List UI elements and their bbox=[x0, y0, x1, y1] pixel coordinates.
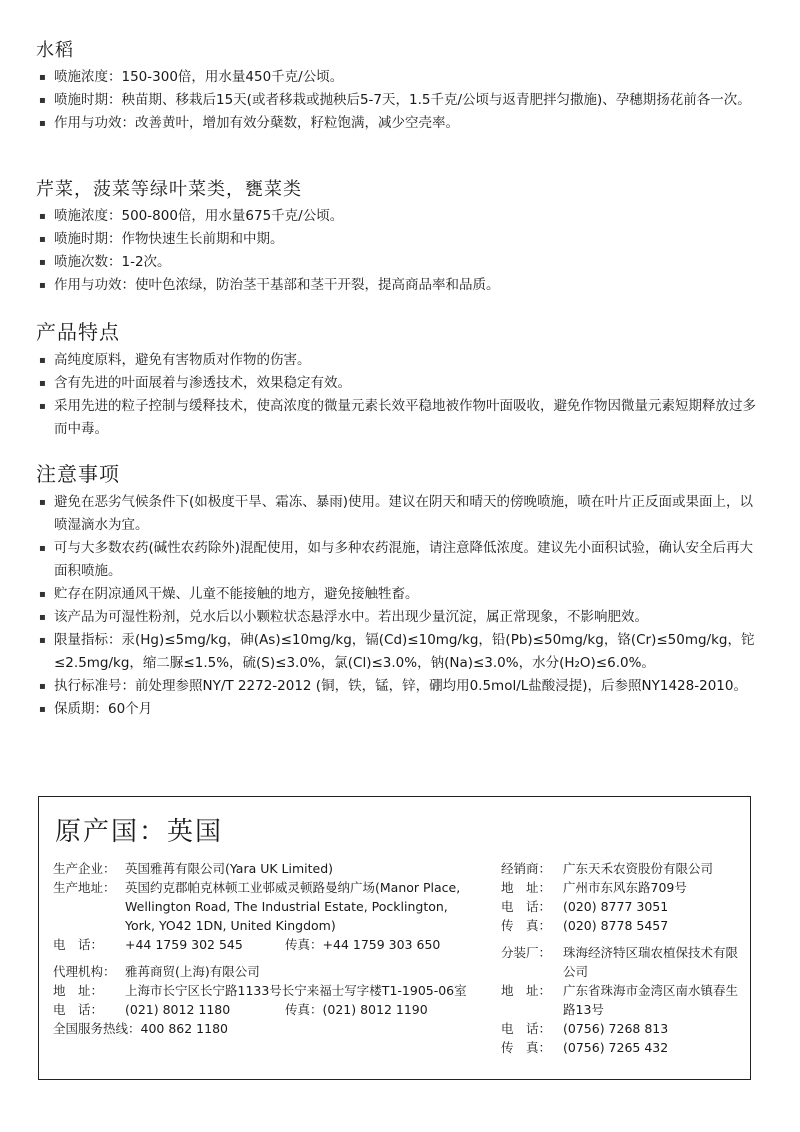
packer-tel-label: 电 话： bbox=[501, 1021, 552, 1036]
dealer-tel-row bbox=[501, 897, 741, 916]
packer-row bbox=[501, 943, 741, 981]
agent-address-label: 地 址： bbox=[53, 983, 104, 998]
agent-address-value: 上海市长宁区长宁路1133号长宁来福士写字楼T1-1905-06室 bbox=[125, 983, 467, 998]
agent-label: 代理机构： bbox=[53, 964, 116, 979]
bullet-icon: ▪ bbox=[39, 704, 46, 715]
bullet-icon: ▪ bbox=[39, 211, 46, 222]
fax-label: 传真： bbox=[285, 937, 323, 952]
veg-list bbox=[36, 205, 766, 297]
bullet-icon: ▪ bbox=[39, 401, 46, 412]
producer-row bbox=[53, 859, 473, 878]
agent-fax-label: 传真： bbox=[285, 1002, 323, 1017]
bullet-icon: ▪ bbox=[39, 497, 46, 508]
packer-fax-row bbox=[501, 1038, 741, 1057]
dealer-tel-label: 电 话： bbox=[501, 899, 552, 914]
list-item: ▪ 保质期：60个月 bbox=[36, 698, 766, 721]
packer-label: 分装厂： bbox=[501, 945, 552, 960]
agent-tel-fax-row bbox=[53, 1000, 473, 1019]
dealer-address-value: 广州市东风东路709号 bbox=[563, 880, 687, 895]
packer-fax-label: 传 真： bbox=[501, 1040, 552, 1055]
list-item: ▪ 喷施浓度：500-800倍，用水量675千克/公顷。 bbox=[36, 205, 766, 228]
address-row bbox=[53, 878, 473, 935]
list-item: ▪ 喷施时期：作物快速生长前期和中期。 bbox=[36, 228, 766, 251]
section-rice bbox=[36, 36, 766, 135]
section-title-features: 产品特点 bbox=[36, 320, 120, 344]
dealer-address-label: 地 址： bbox=[501, 880, 552, 895]
list-item: ▪ 喷施次数：1-2次。 bbox=[36, 251, 766, 274]
agent-tel-label: 电 话： bbox=[53, 1002, 104, 1017]
bullet-icon: ▪ bbox=[39, 355, 46, 366]
section-features bbox=[36, 316, 766, 441]
dealer-value: 广东天禾农资股份有限公司 bbox=[563, 861, 714, 876]
hotline-value: 400 862 1180 bbox=[140, 1021, 228, 1036]
list-item: ▪ 可与大多数农药(碱性农药除外)混配使用，如与多种农药混施，请注意降低浓度。建议先小面积试验，确认安全后再大面积喷施。 bbox=[36, 537, 766, 583]
list-item: ▪ 该产品为可湿性粉剂，兑水后以小颗粒状态悬浮水中。若出现少量沉淀，属正常现象，不影响肥效。 bbox=[36, 606, 766, 629]
distributor-info bbox=[501, 859, 741, 1057]
dealer-row bbox=[501, 859, 741, 878]
tel-label: 电 话： bbox=[53, 937, 104, 952]
bullet-icon: ▪ bbox=[39, 543, 46, 554]
bullet-icon: ▪ bbox=[39, 118, 46, 129]
address-value: 英国约克郡帕克林顿工业邨威灵顿路曼纳广场(Manor Place, Wellington Road, The Industrial Estate, Pocklington, York, YO42 1DN, United Kingdom) bbox=[125, 880, 461, 933]
section-vegetables bbox=[36, 175, 766, 297]
hotline-row bbox=[53, 1019, 473, 1038]
company-info-box bbox=[38, 796, 751, 1080]
bullet-icon: ▪ bbox=[39, 681, 46, 692]
dealer-fax-row bbox=[501, 916, 741, 935]
section-notes bbox=[36, 458, 766, 721]
bullet-icon: ▪ bbox=[39, 635, 46, 646]
producer-value: 英国雅苒有限公司(Yara UK Limited) bbox=[125, 861, 334, 876]
list-item: ▪ 高纯度原料，避免有害物质对作物的伤害。 bbox=[36, 349, 766, 372]
list-item: ▪ 作用与功效：使叶色浓绿，防治茎干基部和茎干开裂，提高商品率和品质。 bbox=[36, 274, 766, 297]
packer-address-row bbox=[501, 981, 741, 1019]
list-item: ▪ 执行标准号：前处理参照NY/T 2272-2012 (铜，铁，锰，锌，硼均用0.5mol/L盐酸浸提)，后参照NY1428-2010。 bbox=[36, 675, 766, 698]
packer-tel-value: (0756) 7268 813 bbox=[563, 1021, 669, 1036]
bullet-icon: ▪ bbox=[39, 234, 46, 245]
origin-country: 原产国：英国 bbox=[55, 817, 224, 847]
list-item: ▪ 喷施时期：秧苗期、移栽后15天(或者移栽或抛秧后5-7天，1.5千克/公顷与返青肥拌匀撒施)、孕穗期扬花前各一次。 bbox=[36, 89, 766, 112]
packer-value: 珠海经济特区瑞农植保技术有限公司 bbox=[563, 945, 739, 979]
tel-fax-row bbox=[53, 935, 473, 954]
list-item: ▪ 含有先进的叶面展着与渗透技术，效果稳定有效。 bbox=[36, 372, 766, 395]
agent-row bbox=[53, 962, 473, 981]
bullet-icon: ▪ bbox=[39, 612, 46, 623]
packer-address-value: 广东省珠海市金湾区南水镇春生路13号 bbox=[563, 983, 739, 1017]
bullet-icon: ▪ bbox=[39, 280, 46, 291]
rice-list bbox=[36, 66, 766, 135]
agent-value: 雅苒商贸(上海)有限公司 bbox=[125, 964, 260, 979]
packer-fax-value: (0756) 7265 432 bbox=[563, 1040, 669, 1055]
fax-value: +44 1759 303 650 bbox=[322, 937, 441, 952]
bullet-icon: ▪ bbox=[39, 95, 46, 106]
bullet-icon: ▪ bbox=[39, 257, 46, 268]
hotline-label: 全国服务热线： bbox=[53, 1021, 141, 1036]
section-title-vegetables: 芹菜，菠菜等绿叶菜类，甕菜类 bbox=[36, 179, 302, 200]
list-item: ▪ 喷施浓度：150-300倍，用水量450千克/公顷。 bbox=[36, 66, 766, 89]
bullet-icon: ▪ bbox=[39, 378, 46, 389]
agent-tel-value: (021) 8012 1180 bbox=[125, 1002, 231, 1017]
dealer-address-row bbox=[501, 878, 741, 897]
features-list bbox=[36, 349, 766, 441]
address-label: 生产地址： bbox=[53, 880, 116, 895]
tel-value: +44 1759 302 545 bbox=[125, 937, 243, 952]
agent-fax-value: (021) 8012 1190 bbox=[322, 1002, 428, 1017]
list-item: ▪ 限量指标：汞(Hg)≤5mg/kg，砷(As)≤10mg/kg，镉(Cd)≤10mg/kg，铅(Pb)≤50mg/kg，铬(Cr)≤50mg/kg，铊≤2.5mg/kg，缩二脲≤1.5%，硫(S)≤3.0%，氯(Cl)≤3.0%，钠(Na)≤3.0%，水分(H₂O)≤6.0%。 bbox=[36, 629, 766, 675]
packer-address-label: 地 址： bbox=[501, 983, 552, 998]
list-item: ▪ 采用先进的粒子控制与缓释技术，使高浓度的微量元素长效平稳地被作物叶面吸收，避免作物因微量元素短期释放过多而中毒。 bbox=[36, 395, 766, 441]
section-title-notes: 注意事项 bbox=[36, 462, 120, 486]
dealer-tel-value: (020) 8777 3051 bbox=[563, 899, 669, 914]
bullet-icon: ▪ bbox=[39, 589, 46, 600]
list-item: ▪ 避免在恶劣气候条件下(如极度干旱、霜冻、暴雨)使用。建议在阴天和晴天的傍晚喷施，喷在叶片正反面或果面上，以喷湿滴水为宜。 bbox=[36, 491, 766, 537]
dealer-fax-value: (020) 8778 5457 bbox=[563, 918, 669, 933]
dealer-label: 经销商： bbox=[501, 861, 552, 876]
section-title-rice: 水稻 bbox=[36, 40, 74, 61]
agent-address-row bbox=[53, 981, 473, 1000]
list-item: ▪ 贮存在阴凉通风干燥、儿童不能接触的地方，避免接触牲畜。 bbox=[36, 583, 766, 606]
list-item: ▪ 作用与功效：改善黄叶，增加有效分蘖数，籽粒饱满，减少空壳率。 bbox=[36, 112, 766, 135]
manufacturer-info bbox=[53, 859, 473, 1038]
dealer-fax-label: 传 真： bbox=[501, 918, 552, 933]
packer-tel-row bbox=[501, 1019, 741, 1038]
bullet-icon: ▪ bbox=[39, 72, 46, 83]
producer-label: 生产企业： bbox=[53, 861, 116, 876]
notes-list bbox=[36, 491, 766, 721]
